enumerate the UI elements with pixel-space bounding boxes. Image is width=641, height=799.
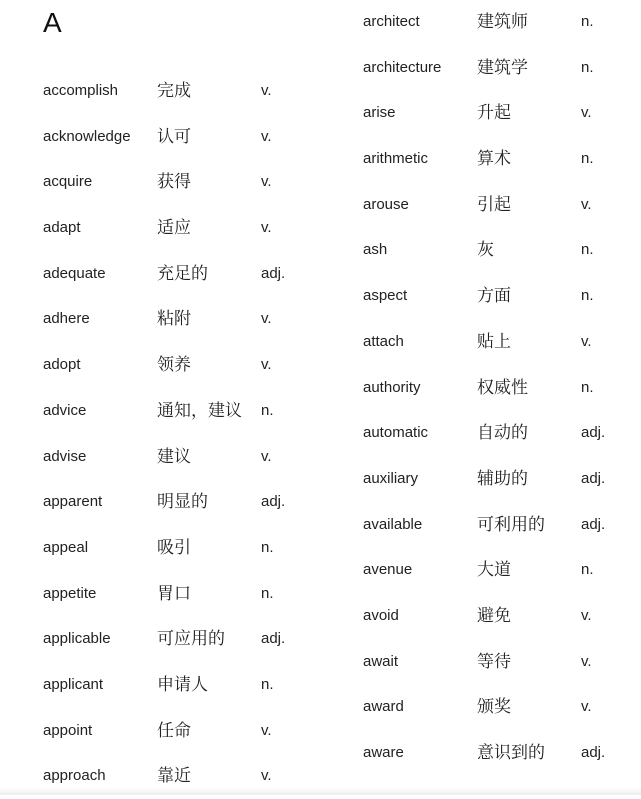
vocab-entry bbox=[363, 410, 633, 456]
entry-word: architecture bbox=[363, 58, 442, 76]
entry-meaning: 建议 bbox=[157, 446, 191, 467]
entry-part-of-speech: n. bbox=[261, 538, 274, 556]
vocab-entry bbox=[43, 571, 313, 617]
entry-word: adopt bbox=[43, 356, 81, 374]
entry-word: advice bbox=[43, 401, 87, 419]
entry-part-of-speech: v. bbox=[261, 767, 272, 785]
entry-meaning: 方面 bbox=[477, 286, 511, 307]
entry-meaning: 申请人 bbox=[157, 674, 208, 695]
entry-word: acknowledge bbox=[43, 127, 131, 145]
entry-part-of-speech: v. bbox=[261, 82, 272, 99]
entry-part-of-speech: v. bbox=[581, 698, 592, 716]
letter-heading: A bbox=[43, 7, 62, 38]
vocab-entry bbox=[363, 45, 633, 91]
vocab-entry bbox=[43, 114, 313, 160]
entry-word: appeal bbox=[43, 538, 89, 556]
entry-part-of-speech: adj. bbox=[261, 493, 286, 511]
entry-part-of-speech: v. bbox=[261, 219, 272, 237]
entry-word: adapt bbox=[43, 219, 81, 237]
left-word-column bbox=[43, 68, 313, 799]
vocab-entry bbox=[363, 593, 633, 639]
page-bottom-edge bbox=[0, 787, 641, 795]
vocab-entry bbox=[43, 708, 313, 754]
vocab-entry bbox=[363, 547, 633, 593]
vocab-entry bbox=[43, 479, 313, 525]
entry-meaning: 靠近 bbox=[157, 766, 191, 787]
entry-word: approach bbox=[43, 767, 106, 785]
vocab-entry bbox=[363, 0, 633, 45]
vocab-entry bbox=[43, 205, 313, 251]
entry-word: acquire bbox=[43, 173, 93, 191]
vocab-entry bbox=[43, 616, 313, 662]
entry-word: applicant bbox=[43, 675, 104, 693]
entry-meaning: 避免 bbox=[477, 605, 511, 626]
entry-meaning: 辅助的 bbox=[477, 468, 528, 489]
entry-meaning: 获得 bbox=[157, 172, 191, 193]
vocab-entry bbox=[363, 273, 633, 319]
entry-part-of-speech: v. bbox=[261, 173, 272, 191]
entry-part-of-speech: adj. bbox=[581, 744, 606, 761]
entry-meaning: 意识到的 bbox=[477, 743, 545, 763]
entry-meaning: 吸引 bbox=[157, 537, 191, 558]
entry-meaning: 权威性 bbox=[477, 377, 528, 398]
entry-meaning: 领养 bbox=[157, 355, 191, 376]
vocab-entry bbox=[363, 182, 633, 228]
entry-meaning: 粘附 bbox=[157, 309, 191, 330]
vocab-entry bbox=[363, 684, 633, 730]
entry-part-of-speech: n. bbox=[581, 241, 594, 259]
entry-word: available bbox=[363, 515, 423, 533]
entry-part-of-speech: n. bbox=[581, 150, 594, 168]
entry-part-of-speech: adj. bbox=[261, 630, 286, 648]
entry-part-of-speech: adj. bbox=[261, 264, 286, 282]
entry-meaning: 任命 bbox=[157, 720, 191, 741]
entry-part-of-speech: v. bbox=[581, 332, 592, 350]
entry-meaning: 通知，建议 bbox=[157, 400, 242, 421]
entry-meaning: 引起 bbox=[477, 194, 511, 215]
entry-word: auxiliary bbox=[363, 469, 419, 487]
entry-meaning: 自动的 bbox=[477, 423, 528, 444]
entry-word: aware bbox=[363, 744, 404, 761]
entry-word: arouse bbox=[363, 195, 409, 213]
vocab-entry bbox=[43, 296, 313, 342]
entry-word: await bbox=[363, 652, 399, 670]
vocab-entry bbox=[363, 136, 633, 182]
entry-word: architect bbox=[363, 13, 420, 30]
vocab-entry bbox=[363, 365, 633, 411]
vocab-entry bbox=[363, 639, 633, 685]
entry-word: appoint bbox=[43, 721, 93, 739]
entry-meaning: 建筑师 bbox=[477, 12, 528, 32]
entry-meaning: 适应 bbox=[157, 218, 191, 239]
entry-word: attach bbox=[363, 332, 404, 350]
entry-meaning: 可利用的 bbox=[477, 514, 545, 535]
vocab-entry bbox=[363, 227, 633, 273]
vocab-entry bbox=[43, 159, 313, 205]
entry-part-of-speech: n. bbox=[581, 13, 594, 30]
entry-meaning: 胃口 bbox=[157, 583, 191, 604]
entry-part-of-speech: n. bbox=[581, 58, 594, 76]
entry-part-of-speech: v. bbox=[261, 310, 272, 328]
entry-part-of-speech: v. bbox=[261, 356, 272, 374]
entry-meaning: 升起 bbox=[477, 103, 511, 124]
entry-meaning: 灰 bbox=[477, 240, 494, 261]
entry-part-of-speech: n. bbox=[261, 675, 274, 693]
entry-word: arise bbox=[363, 104, 396, 122]
right-word-column bbox=[363, 0, 633, 776]
vocab-entry bbox=[363, 456, 633, 502]
entry-meaning: 认可 bbox=[157, 126, 191, 147]
entry-word: award bbox=[363, 698, 404, 716]
vocab-entry bbox=[43, 525, 313, 571]
entry-meaning: 充足的 bbox=[157, 263, 208, 284]
entry-word: adhere bbox=[43, 310, 90, 328]
entry-part-of-speech: v. bbox=[581, 652, 592, 670]
entry-meaning: 等待 bbox=[477, 651, 511, 672]
entry-word: arithmetic bbox=[363, 150, 429, 168]
entry-part-of-speech: adj. bbox=[581, 424, 606, 442]
vocab-entry bbox=[43, 434, 313, 480]
entry-meaning: 完成 bbox=[157, 81, 191, 101]
entry-word: accomplish bbox=[43, 82, 119, 99]
entry-part-of-speech: v. bbox=[261, 447, 272, 465]
entry-part-of-speech: v. bbox=[261, 721, 272, 739]
vocab-entry bbox=[43, 662, 313, 708]
entry-meaning: 算术 bbox=[477, 149, 511, 170]
entry-word: apparent bbox=[43, 493, 103, 511]
entry-part-of-speech: n. bbox=[581, 287, 594, 305]
entry-word: aspect bbox=[363, 287, 408, 305]
vocab-entry bbox=[43, 342, 313, 388]
vocab-entry bbox=[43, 388, 313, 434]
entry-word: automatic bbox=[363, 424, 429, 442]
entry-meaning: 可应用的 bbox=[157, 629, 225, 650]
vocab-entry bbox=[363, 90, 633, 136]
entry-meaning: 颁奖 bbox=[477, 697, 511, 718]
entry-word: advise bbox=[43, 447, 87, 465]
entry-part-of-speech: n. bbox=[581, 378, 594, 396]
entry-meaning: 明显的 bbox=[157, 492, 208, 513]
entry-word: authority bbox=[363, 378, 421, 396]
entry-word: ash bbox=[363, 241, 388, 259]
entry-part-of-speech: n. bbox=[261, 584, 274, 602]
entry-word: adequate bbox=[43, 264, 106, 282]
vocab-entry bbox=[43, 251, 313, 297]
vocab-entry bbox=[363, 502, 633, 548]
entry-part-of-speech: v. bbox=[261, 127, 272, 145]
entry-word: applicable bbox=[43, 630, 111, 648]
entry-meaning: 建筑学 bbox=[477, 57, 528, 78]
entry-word: avoid bbox=[363, 606, 399, 624]
entry-meaning: 贴上 bbox=[477, 331, 511, 352]
entry-part-of-speech: adj. bbox=[581, 515, 606, 533]
entry-word: avenue bbox=[363, 561, 413, 579]
entry-part-of-speech: adj. bbox=[581, 469, 606, 487]
vocab-entry bbox=[363, 319, 633, 365]
entry-meaning: 大道 bbox=[477, 560, 511, 581]
entry-part-of-speech: n. bbox=[581, 561, 594, 579]
vocab-entry bbox=[363, 730, 633, 776]
entry-part-of-speech: v. bbox=[581, 104, 592, 122]
entry-word: appetite bbox=[43, 584, 97, 602]
entry-part-of-speech: v. bbox=[581, 606, 592, 624]
vocab-entry bbox=[43, 68, 313, 114]
entry-part-of-speech: n. bbox=[261, 401, 274, 419]
entry-part-of-speech: v. bbox=[581, 195, 592, 213]
